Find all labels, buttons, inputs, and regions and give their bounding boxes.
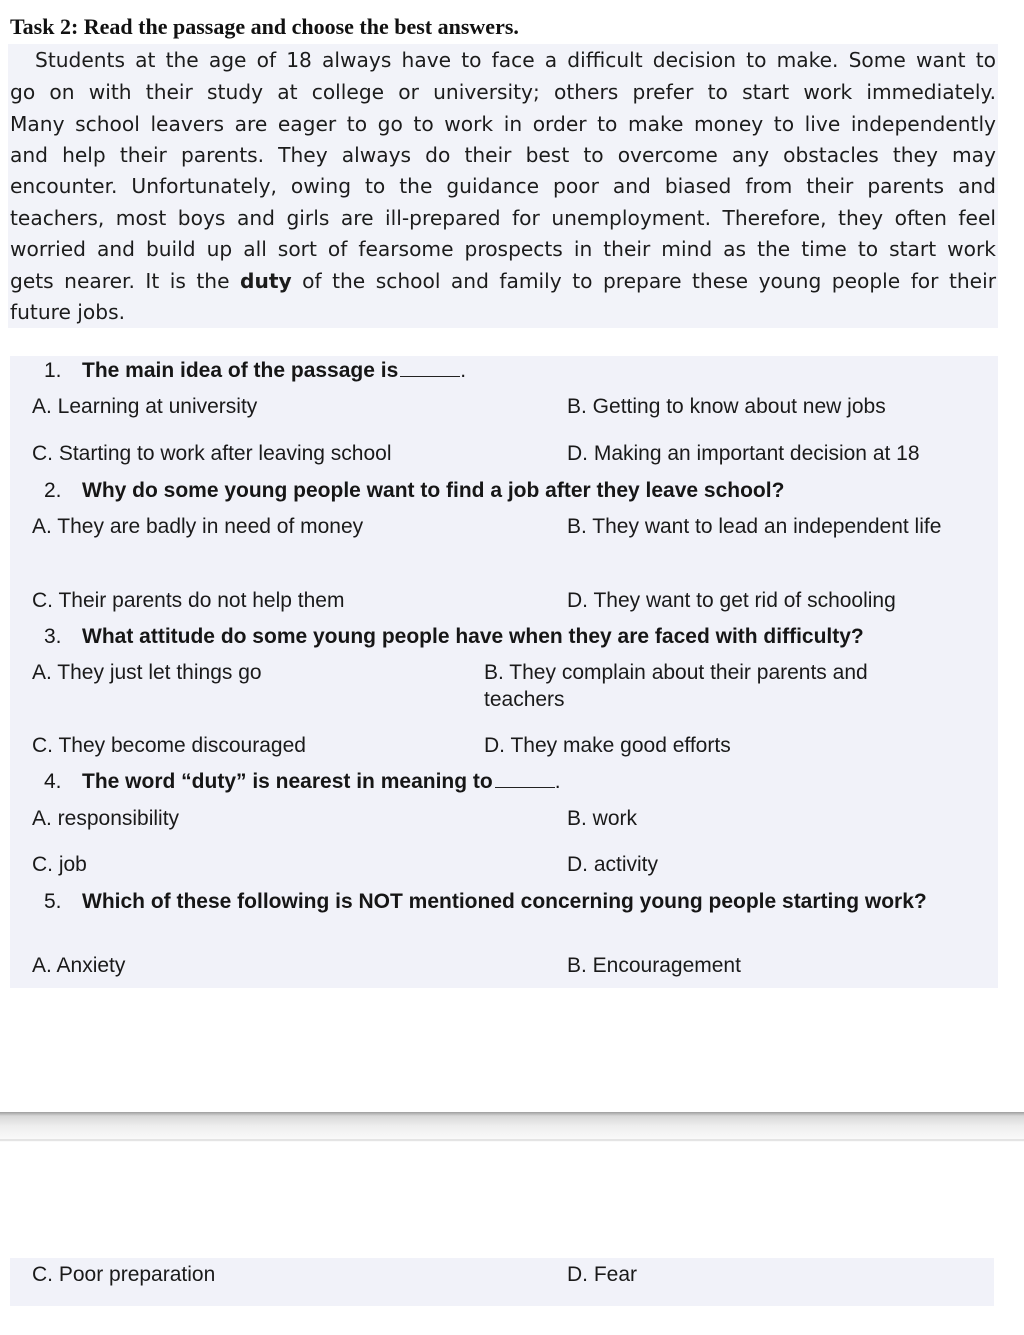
option-1d[interactable]: D. Making an important decision at 18: [567, 442, 920, 465]
continued-options-band: [10, 1258, 994, 1306]
question-text: Why do some young people want to find a job after they leave school?: [82, 479, 785, 502]
option-5a[interactable]: A. Anxiety: [32, 954, 126, 977]
questions-block: [10, 356, 998, 988]
option-2b[interactable]: B. They want to lead an independent life: [567, 515, 942, 538]
answer-blank: [400, 358, 460, 377]
question-text: The word “duty” is nearest in meaning to: [82, 770, 493, 793]
passage-line: Students at the age of 18 always have to face a difficult decision to make. Some want to: [35, 48, 996, 72]
passage-line: go on with their study at college or university; others prefer to start work immediately.: [10, 80, 996, 104]
question-end: .: [554, 770, 561, 793]
passage-line: teachers, most boys and girls are ill-prepared for unemployment. Therefore, they often feel: [10, 206, 996, 230]
task-title: Task 2: Read the passage and choose the best answers.: [10, 14, 519, 39]
option-2d[interactable]: D. They want to get rid of schooling: [567, 589, 896, 612]
question-4: [44, 768, 561, 795]
passage-line: encounter. Unfortunately, owing to the guidance poor and biased from their parents and: [10, 174, 996, 198]
option-2a[interactable]: A. They are badly in need of money: [32, 515, 364, 538]
passage-line: and help their parents. They always do their best to overcome any obstacles they may: [10, 143, 996, 167]
option-3d[interactable]: D. They make good efforts: [484, 734, 731, 757]
option-5c[interactable]: C. Poor preparation: [32, 1263, 216, 1286]
option-1b[interactable]: B. Getting to know about new jobs: [567, 395, 886, 418]
question-end: .: [460, 359, 467, 382]
option-4a[interactable]: A. responsibility: [32, 807, 180, 830]
question-number: 4.: [44, 770, 62, 793]
option-4d[interactable]: D. activity: [567, 853, 659, 876]
passage-line: [10, 267, 996, 295]
reading-passage: [8, 44, 998, 328]
option-2c[interactable]: C. Their parents do not help them: [32, 589, 345, 612]
option-4c[interactable]: C. job: [32, 853, 87, 876]
option-5b[interactable]: B. Encouragement: [567, 954, 741, 977]
passage-text: of the school and family to prepare these young people for their: [291, 269, 996, 293]
option-3a[interactable]: A. They just let things go: [32, 661, 262, 684]
question-number: 3.: [44, 625, 62, 648]
question-5: [44, 888, 982, 915]
answer-blank: [495, 769, 555, 788]
question-number: 1.: [44, 359, 62, 382]
question-1: [44, 357, 466, 384]
option-1c[interactable]: C. Starting to work after leaving school: [32, 442, 392, 465]
question-text: Which of these following is NOT mentioned concerning young people starting work?: [82, 890, 927, 913]
option-3c[interactable]: C. They become discouraged: [32, 734, 306, 757]
option-1a[interactable]: A. Learning at university: [32, 395, 258, 418]
passage-line: Many school leavers are eager to go to work in order to make money to live independently: [10, 112, 996, 136]
passage-keyword-duty: duty: [240, 269, 292, 293]
question-3: [44, 623, 864, 650]
page-break-line: [0, 1139, 1024, 1141]
question-2: [44, 477, 784, 504]
page-break-shadow: [0, 1112, 1024, 1142]
option-4b[interactable]: B. work: [567, 807, 638, 830]
question-text: The main idea of the passage is: [82, 359, 399, 382]
passage-line: future jobs.: [10, 300, 126, 324]
option-3b[interactable]: B. They complain about their parents and teachers: [484, 661, 868, 711]
option-5d[interactable]: D. Fear: [567, 1263, 638, 1286]
passage-line: worried and build up all sort of fearsome prospects in their mind as the time to start work: [10, 237, 996, 261]
question-number: 2.: [44, 479, 62, 502]
question-number: 5.: [44, 890, 62, 913]
passage-text: gets nearer. It is the: [10, 269, 240, 293]
question-text: What attitude do some young people have when they are faced with difficulty?: [82, 625, 864, 648]
